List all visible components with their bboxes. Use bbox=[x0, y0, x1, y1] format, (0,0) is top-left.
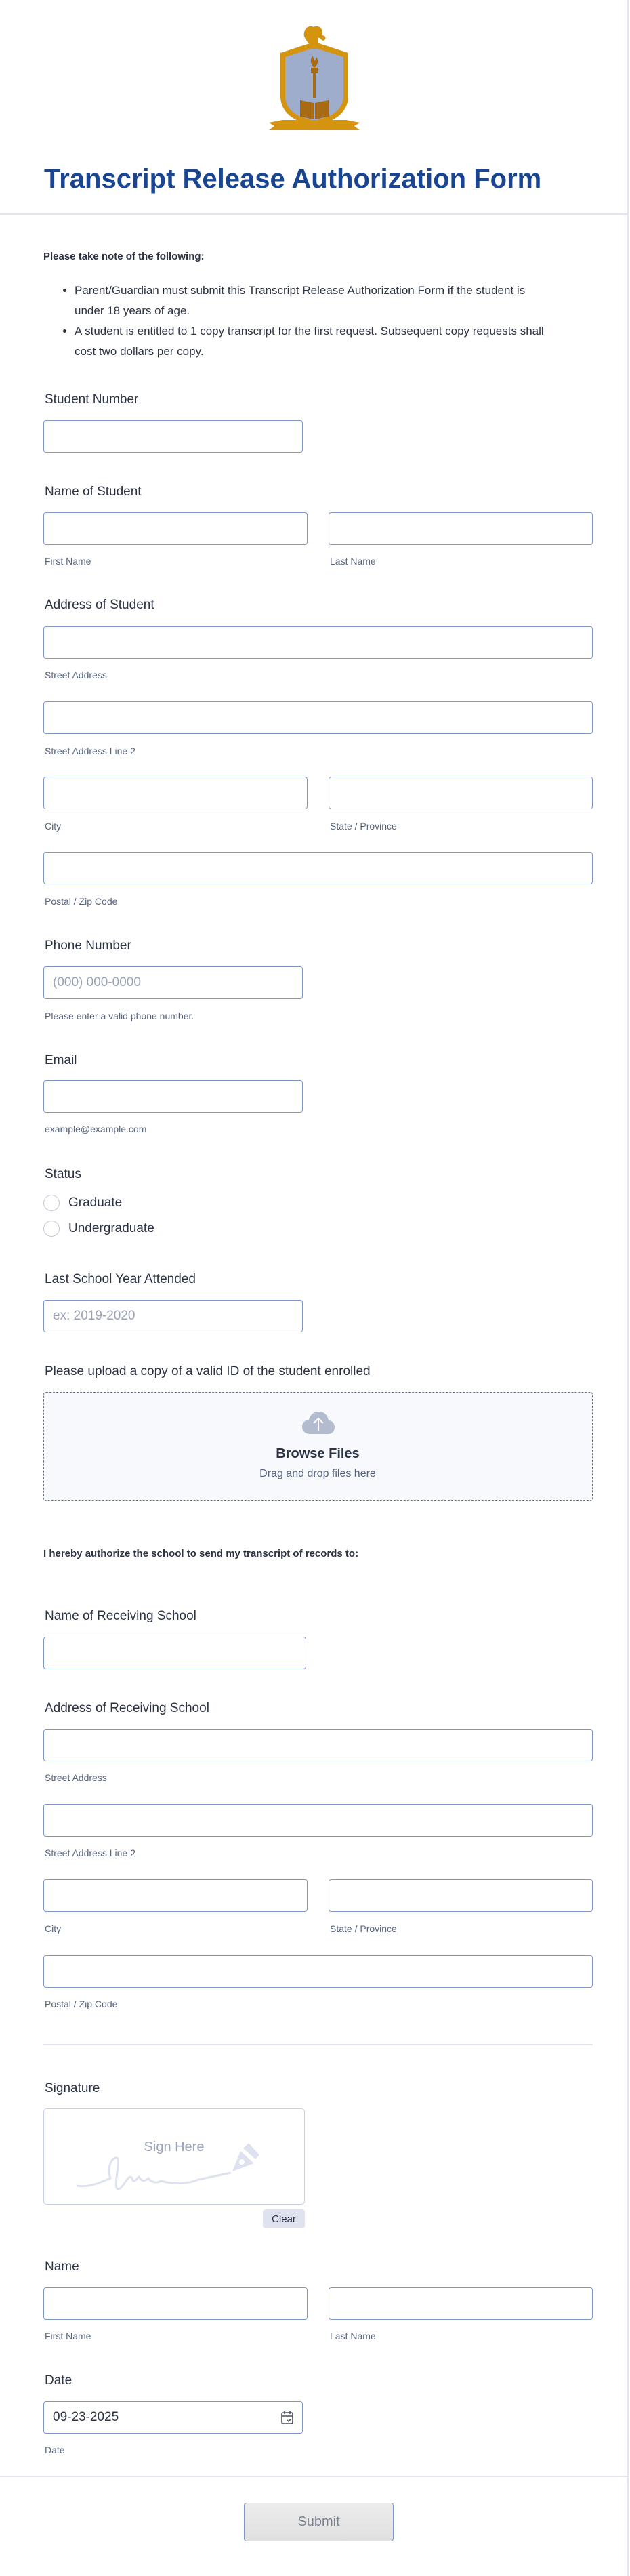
student-number-input[interactable] bbox=[43, 420, 303, 453]
signature-label: Signature bbox=[45, 2081, 100, 2095]
radio-undergraduate[interactable] bbox=[43, 1221, 60, 1237]
receiving-school-name-input[interactable] bbox=[43, 1637, 306, 1669]
city-sublabel: City bbox=[45, 821, 62, 832]
email-input[interactable] bbox=[43, 1080, 303, 1113]
student-postal-input[interactable] bbox=[43, 852, 593, 884]
postal-sublabel: Postal / Zip Code bbox=[45, 896, 118, 907]
last-year-label: Last School Year Attended bbox=[45, 1272, 196, 1286]
student-street2-input[interactable] bbox=[43, 701, 593, 734]
receiving-street2-sublabel: Street Address Line 2 bbox=[45, 1847, 135, 1858]
date-label: Date bbox=[45, 2373, 72, 2388]
file-upload-dropzone[interactable] bbox=[43, 1392, 593, 1501]
authorize-text: I hereby authorize the school to send my transcript of records to: bbox=[43, 1548, 359, 1559]
signature-pen-icon bbox=[77, 2143, 273, 2190]
browse-files-button[interactable]: Browse Files bbox=[276, 1446, 360, 1461]
receiving-street2-input[interactable] bbox=[43, 1804, 593, 1837]
cloud-upload-icon bbox=[302, 1412, 335, 1435]
phone-label: Phone Number bbox=[45, 939, 131, 953]
page-title: Transcript Release Authorization Form bbox=[44, 164, 542, 194]
first-name-sublabel: First Name bbox=[45, 556, 91, 567]
first-name-input[interactable] bbox=[43, 2287, 308, 2320]
name-label: Name bbox=[45, 2260, 79, 2274]
state-sublabel: State / Province bbox=[330, 821, 397, 832]
last-name-sublabel: Last Name bbox=[330, 556, 376, 567]
last-name-input[interactable] bbox=[329, 2287, 593, 2320]
calendar-icon[interactable] bbox=[281, 2411, 293, 2424]
student-last-name-input[interactable] bbox=[329, 512, 593, 545]
last-year-input[interactable] bbox=[43, 1300, 303, 1332]
student-first-name-input[interactable] bbox=[43, 512, 308, 545]
footer-divider bbox=[0, 2476, 629, 2477]
receiving-street-sublabel: Street Address bbox=[45, 1772, 107, 1783]
receiving-state-input[interactable] bbox=[329, 1879, 593, 1912]
student-street-input[interactable] bbox=[43, 626, 593, 659]
street-sublabel: Street Address bbox=[45, 670, 107, 680]
student-name-label: Name of Student bbox=[45, 485, 142, 499]
phone-input[interactable] bbox=[43, 966, 303, 999]
street2-sublabel: Street Address Line 2 bbox=[45, 745, 135, 756]
receiving-postal-sublabel: Postal / Zip Code bbox=[45, 1999, 118, 2009]
receiving-postal-input[interactable] bbox=[43, 1955, 593, 1988]
receiving-street-input[interactable] bbox=[43, 1729, 593, 1761]
radio-graduate-label[interactable]: Graduate bbox=[68, 1195, 123, 1210]
student-state-input[interactable] bbox=[329, 777, 593, 809]
sign-here-placeholder: Sign Here bbox=[144, 2140, 205, 2154]
date-sublabel: Date bbox=[45, 2445, 65, 2455]
notice-item: • A student is entitled to 1 copy transcript for the first request. Subsequent copy requests shall cost two dollars per copy. bbox=[75, 321, 549, 362]
upload-hint: Drag and drop files here bbox=[259, 1468, 376, 1479]
header-divider bbox=[0, 213, 629, 215]
notice-heading: Please take note of the following: bbox=[43, 251, 205, 262]
radio-undergraduate-label[interactable]: Undergraduate bbox=[68, 1221, 154, 1235]
notice-item: • Parent/Guardian must submit this Transcript Release Authorization Form if the student is under 18 years of age. bbox=[75, 281, 549, 321]
date-input[interactable] bbox=[43, 2401, 303, 2434]
email-label: Email bbox=[45, 1053, 77, 1067]
phone-helper: Please enter a valid phone number. bbox=[45, 1010, 194, 1021]
first-name-sublabel: First Name bbox=[45, 2331, 91, 2342]
notice-list bbox=[75, 281, 549, 362]
student-address-label: Address of Student bbox=[45, 598, 154, 612]
submit-button[interactable]: Submit bbox=[244, 2503, 394, 2541]
student-number-label: Student Number bbox=[45, 392, 139, 407]
receiving-city-sublabel: City bbox=[45, 1923, 62, 1934]
student-city-input[interactable] bbox=[43, 777, 308, 809]
clear-signature-button[interactable]: Clear bbox=[263, 2209, 305, 2228]
receiving-address-label: Address of Receiving School bbox=[45, 1701, 209, 1715]
receiving-school-name-label: Name of Receiving School bbox=[45, 1609, 196, 1623]
last-name-sublabel: Last Name bbox=[330, 2331, 376, 2342]
date-value: 09-23-2025 bbox=[53, 2410, 119, 2424]
radio-graduate[interactable] bbox=[43, 1195, 60, 1211]
status-label: Status bbox=[45, 1167, 81, 1181]
receiving-city-input[interactable] bbox=[43, 1879, 308, 1912]
receiving-state-sublabel: State / Province bbox=[330, 1923, 397, 1934]
section-divider bbox=[43, 2044, 593, 2045]
school-crest-logo bbox=[269, 23, 360, 135]
upload-label: Please upload a copy of a valid ID of the student enrolled bbox=[45, 1364, 371, 1378]
email-helper: example@example.com bbox=[45, 1124, 147, 1134]
signature-pad[interactable] bbox=[43, 2108, 305, 2205]
